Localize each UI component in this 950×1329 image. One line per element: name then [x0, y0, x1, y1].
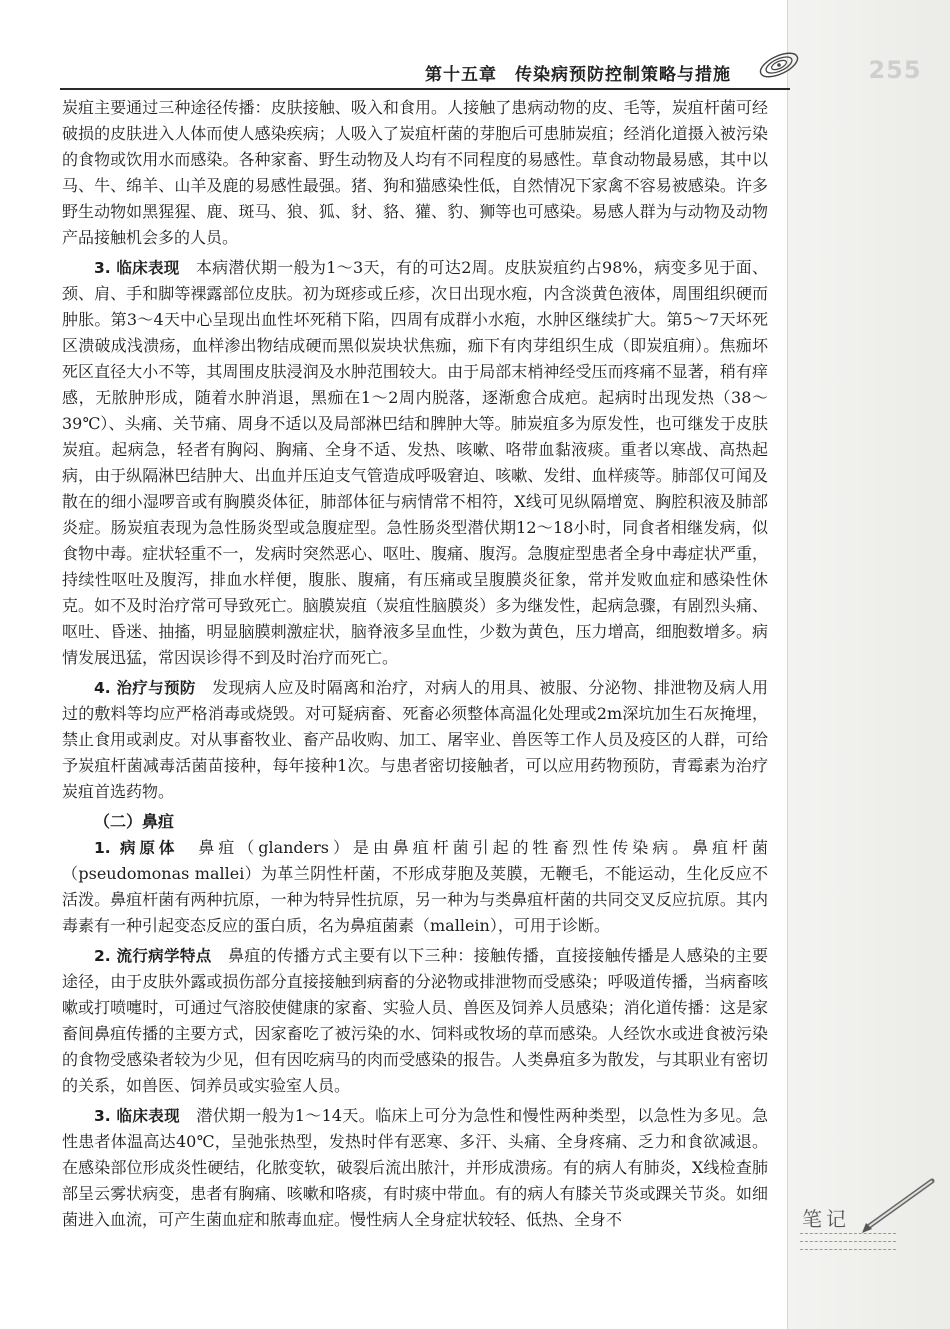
run-in-heading: 4. 治疗与预防 [94, 679, 196, 697]
notes-box [800, 1175, 940, 1265]
paragraph-text: 本病潜伏期一般为1～3天，有的可达2周。皮肤炭疽约占98%，病变多见于面、颈、肩、手和脚等裸露部位皮肤。初为斑疹或丘疹，次日出现水疱，内含淡黄色液体，周围组织硬而肿胀。第3～4天中心呈现出血性坏死稍下陷，四周有成群小水疱，水肿区继续扩大。第5～7天坏死区溃破成浅溃疡，血样渗出物结成硬而黑似炭块状焦痂，痂下有肉芽组织生成（即炭疽痈）。焦痂坏死区直径大小不等，其周围皮肤浸润及水肿范围较大。由于局部末梢神经受压而疼痛不显著，稍有痒感，无脓肿形成，随着水肿消退，黑痂在1～2周内脱落，逐渐愈合成疤。起病时出现发热（38～39℃）、头痛、关节痛、周身不适以及局部淋巴结和脾肿大等。肺炭疽多为原发性，也可继发于皮肤炭疽。起病急，轻者有胸闷、胸痛、全身不适、发热、咳嗽、咯带血黏液痰。重者以寒战、高热起病，由于纵隔淋巴结肿大、出血并压迫支气管造成呼吸窘迫、咳嗽、发绀、血样痰等。肺部仅可闻及散在的细小湿啰音或有胸膜炎体征，肺部体征与病情常不相符，X线可见纵隔增宽、胸腔积液及肺部炎症。肠炭疽表现为急性肠炎型或急腹症型。急性肠炎型潜伏期12～18小时，同食者相继发病，似食物中毒。症状轻重不一，发病时突然恶心、呕吐、腹痛、腹泻。急腹症型患者全身中毒症状严重，持续性呕吐及腹泻，排血水样便，腹胀、腹痛，有压痛或呈腹膜炎征象，常并发败血症和感染性休克。如不及时治疗常可导致死亡。脑膜炭疽（炭疽性脑膜炎）多为继发性，起病急骤，有剧烈头痛、呕吐、昏迷、抽搐，明显脑膜刺激症状，脑脊液多呈血性，少数为黄色，压力增高，细胞数增多。病情发展迅猛，常因误诊得不到及时治疗而死亡。 [62, 258, 768, 667]
header-divider [60, 88, 790, 90]
spiral-logo-icon [756, 40, 802, 86]
section-title: （二）鼻疽 [94, 812, 175, 831]
paragraph-text: 潜伏期一般为1～14天。临床上可分为急性和慢性两种类型，以急性为多见。急性患者体温高达40℃，呈弛张热型，发热时伴有恶寒、多汗、头痛、全身疼痛、乏力和食欲减退。在感染部位形成炎性硬结，化脓变软，破裂后流出脓汁，并形成溃疡。有的病人有肺炎，X线检查肺部呈云雾状病变，患者有胸痛、咳嗽和咯痰，有时痰中带血。有的病人有膝关节炎或踝关节炎。如细菌进入血流，可产生菌血症和脓毒血症。慢性病人全身症状较轻、低热、全身不 [62, 1106, 768, 1229]
paragraph-clinical [62, 255, 768, 671]
notes-label: 笔记 [802, 1207, 850, 1231]
paragraph-text: 发现病人应及时隔离和治疗，对病人的用具、被服、分泌物、排泄物及病人用过的敷料等均应严格消毒或烧毁。对可疑病畜、死畜必须整体高温化处理或2m深坑加生石灰掩埋，禁止食用或剥皮。对从事畜牧业、畜产品收购、加工、屠宰业、兽医等工作人员及疫区的人群，可给予炭疽杆菌减毒活菌苗接种，每年接种1次。与患者密切接触者，可以应用药物预防，青霉素为治疗炭疽首选药物。 [62, 678, 768, 801]
page-number: 255 [868, 56, 922, 84]
notes-lines [800, 1233, 896, 1257]
paragraph-epidemiology [62, 943, 768, 1099]
notes-margin [787, 0, 950, 1329]
paragraph-pathogen [62, 835, 768, 939]
paragraph-text: 鼻疽的传播方式主要有以下三种：接触传播，直接接触传播是人感染的主要途径，由于皮肤外露或损伤部分直接接触到病畜的分泌物或排泄物而受感染；呼吸道传播，当病畜咳嗽或打喷嚏时，可通过气溶胶使健康的家畜、实验人员、兽医及饲养人员感染；消化道传播：这是家畜间鼻疽传播的主要方式，因家畜吃了被污染的水、饲料或牧场的草而感染。人经饮水或进食被污染的食物受感染者较为少见，但有因吃病马的肉而受感染的报告。人类鼻疽多为散发，与其职业有密切的关系，如兽医、饲养员或实验室人员。 [62, 946, 768, 1095]
run-in-heading: 2. 流行病学特点 [94, 947, 212, 965]
run-in-heading: 3. 临床表现 [94, 259, 180, 277]
run-in-heading: 1. 病原体 [94, 839, 179, 857]
page-body [62, 95, 768, 1237]
paragraph-treatment [62, 675, 768, 805]
pencil-icon [860, 1175, 940, 1235]
paragraph-clinical-glanders [62, 1103, 768, 1233]
run-in-heading: 3. 临床表现 [94, 1107, 180, 1125]
chapter-header: 第十五章 传染病预防控制策略与措施 [425, 65, 731, 85]
paragraph-transmission: 炭疽主要通过三种途径传播：皮肤接触、吸入和食用。人接触了患病动物的皮、毛等，炭疽杆菌可经破损的皮肤进入人体而使人感染疾病；人吸入了炭疽杆菌的芽胞后可患肺炭疽；经消化道摄入被污染的食物或饮用水而感染。各种家畜、野生动物及人均有不同程度的易感性。草食动物最易感，其中以马、牛、绵羊、山羊及鹿的易感性最强。猪、狗和猫感染性低，自然情况下家禽不容易被感染。许多野生动物如黑猩猩、鹿、斑马、狼、狐、豺、貉、獾、豹、狮等也可感染。易感人群为与动物及动物产品接触机会多的人员。 [62, 98, 768, 247]
paragraph-text: 鼻疽（glanders）是由鼻疽杆菌引起的牲畜烈性传染病。鼻疽杆菌（pseudomonas mallei）为革兰阴性杆菌，不形成芽胞及荚膜，无鞭毛，不能运动，生化反应不活泼。鼻疽杆菌有两种抗原，一种为特异性抗原，另一种为与类鼻疽杆菌的共同交叉反应抗原。其内毒素有一种引起变态反应的蛋白质，名为鼻疽菌素（mallein），可用于诊断。 [62, 838, 768, 935]
